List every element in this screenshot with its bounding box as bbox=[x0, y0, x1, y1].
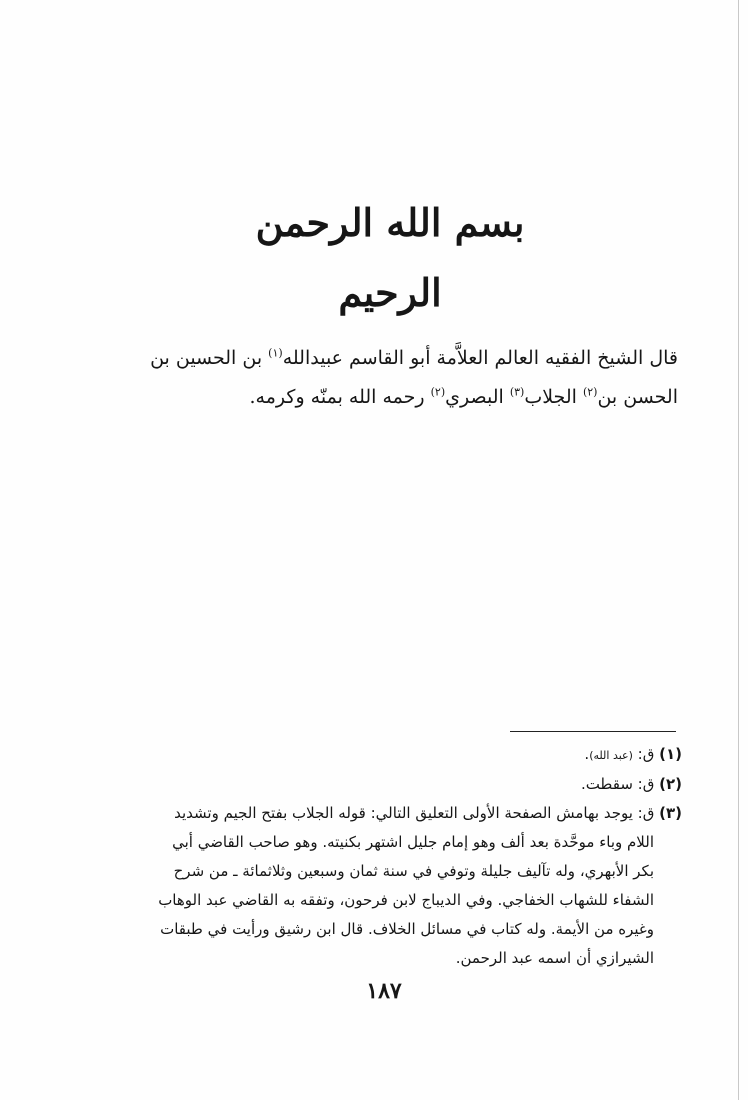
footnote-text: ق: سقطت. bbox=[580, 775, 660, 793]
footnote-variant: (عبد الله) bbox=[589, 749, 633, 762]
body-text: الحسن بن bbox=[597, 386, 678, 408]
footnote-text: ق: bbox=[632, 745, 660, 763]
footnote-ref-2: (٢) bbox=[582, 385, 598, 399]
footnote-text: ق: يوجد بهامش الصفحة الأولى التعليق التالي: قوله الجلاب بفتح الجيم وتشديد bbox=[174, 804, 660, 822]
footnote-3 bbox=[120, 799, 682, 828]
footnote-number: (٢) bbox=[659, 775, 682, 793]
page-edge bbox=[738, 0, 739, 1100]
footnote-ref-3: (٣) bbox=[509, 385, 525, 399]
footnote-number: (٣) bbox=[659, 804, 682, 822]
page-number: ١٨٧ bbox=[366, 978, 402, 1004]
footnote-3-line-6: الشيرازي أن اسمه عبد الرحمن. bbox=[455, 949, 654, 967]
body-text: رحمه الله بمنّه وكرمه. bbox=[249, 386, 431, 408]
footnotes bbox=[120, 740, 682, 973]
body-line-1 bbox=[86, 340, 678, 377]
body-text: البصري bbox=[445, 386, 510, 408]
body-line-2 bbox=[70, 379, 678, 416]
footnote-3-line-3: بكر الأبهري، وله تآليف جليلة وتوفي في سنة ثمان وسبعين وثلاثمائة ـ من شرح bbox=[173, 862, 654, 880]
footnote-3-line-5: وغيره من الأيمة. وله كتاب في مسائل الخلاف. قال ابن رشيق ورأيت في طبقات bbox=[160, 920, 654, 938]
footnote-ref-1: (١) bbox=[268, 346, 283, 360]
body-text: الجلاب bbox=[524, 386, 583, 408]
footnote-2 bbox=[120, 770, 682, 799]
body-text: قال الشيخ الفقيه العالم العلاَّمة أبو القاسم عبيدالله bbox=[282, 347, 678, 369]
footnote-separator bbox=[510, 731, 676, 732]
basmala-heading: بسم الله الرحمن الرحيم bbox=[255, 200, 525, 315]
footnote-ref-2b: (٢) bbox=[430, 385, 446, 399]
footnote-3-line-4: الشفاء للشهاب الخفاجي. وفي الديباج لابن فرحون، وتفقه به القاضي عبد الوهاب bbox=[158, 891, 654, 909]
footnote-3-line-2: اللام وباء موحَّدة بعد ألف وهو إمام جليل اشتهر بكنيته. وهو صاحب القاضي أبي bbox=[172, 833, 654, 851]
footnote-number: (١) bbox=[659, 745, 682, 763]
footnote-text: . bbox=[584, 745, 590, 763]
footnote-1 bbox=[120, 740, 682, 770]
body-text: بن الحسين بن bbox=[150, 347, 269, 369]
